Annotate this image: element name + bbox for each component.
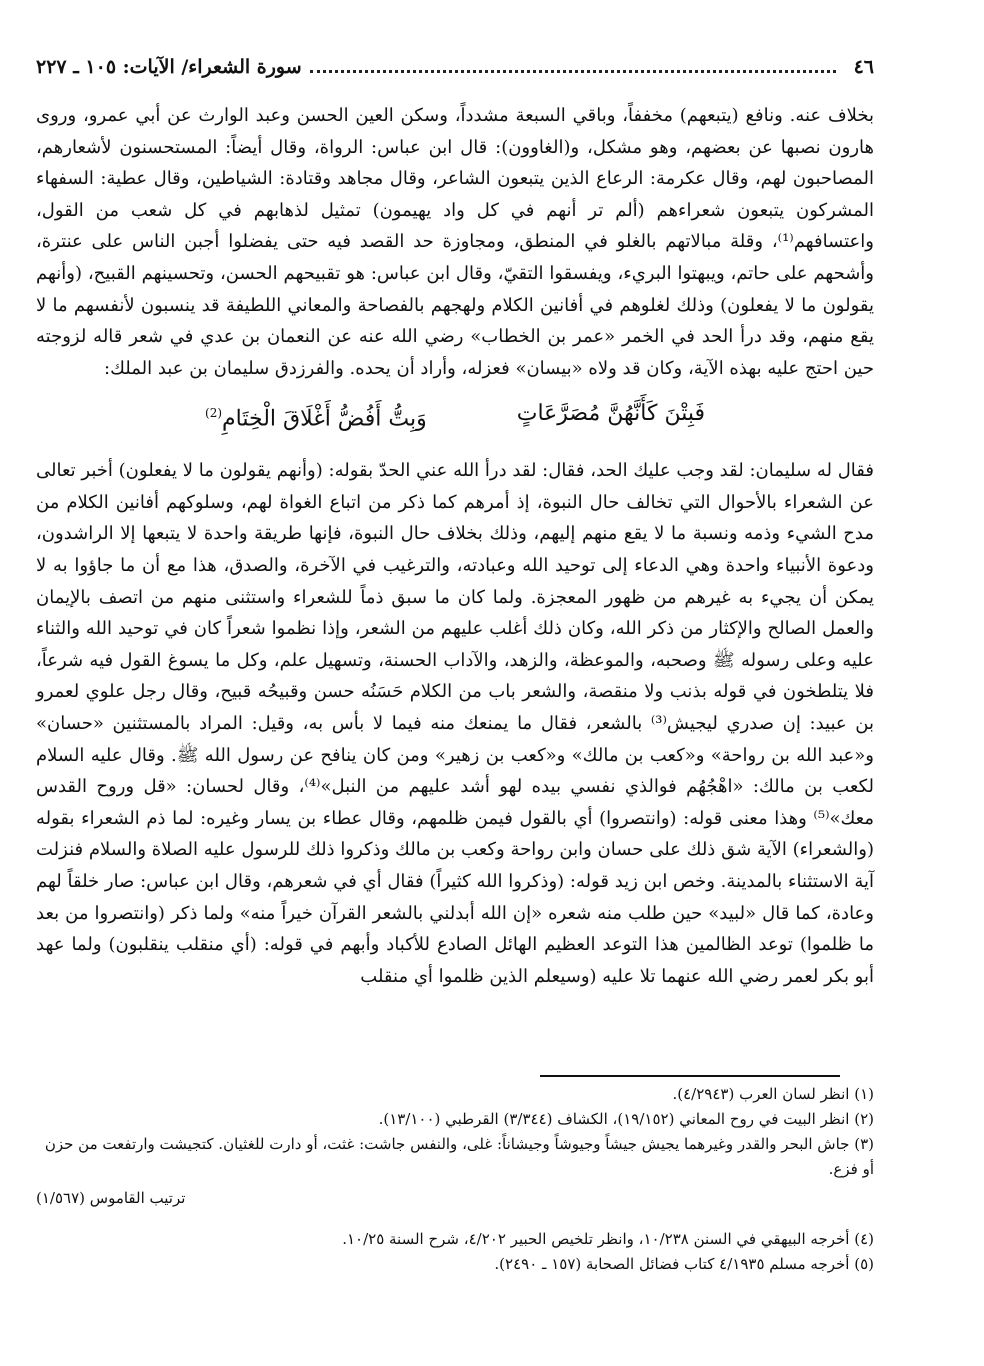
poem-verse xyxy=(36,398,874,435)
footnote-5: (٥) أخرجه مسلم ٤/١٩٣٥ كتاب فضائل الصحابة (١٥٧ ـ ٢٤٩٠). xyxy=(494,1255,874,1273)
main-text xyxy=(36,100,874,992)
footnote-2: (٢) انظر البيت في روح المعاني (١٩/١٥٢)، الكشاف (٣/٣٤٤) القرطبي (١٣/١٠٠). xyxy=(378,1110,874,1128)
poem-second-text: وَبِتُّ أَفُضُّ أَغْلَاقَ الْخِتَامِ xyxy=(222,406,427,432)
footnote-separator xyxy=(540,1075,840,1077)
footnote-4: (٤) أخرجه البيهقي في السنن ١٠/٢٣٨، وانظر تلخيص الحبير ٤/٢٠٢، شرح السنة ١٠/٢٥. xyxy=(342,1230,874,1248)
paragraph-2: فقال له سليمان: لقد وجب عليك الحد، فقال: لقد درأ الله عني الحدّ بقوله: (وأنهم يقولون ما لا يفعلون) أخبر تعالى عن الشعراء بالأحوال التي تخالف حال النبوة، إذ أمرهم كما ذكر من اتباع الغواة لهم، وسلوكهم أفانين الكلام من مدح الشيء وذمه ونسبة ما لا يقع منهم إليهم، وذلك بخلاف حال النبوة، فإنها طريقة واحدة لا يتبعها إلا الراشدون، ودعوة الأنبياء واحدة وهي الدعاء إلى توحيد الله وعبادته، والترغيب في الآخرة، والصدق، هذا مع أن ما جاؤوا به لا يمكن أن يجيء به غيرهم من ظهور المعجزة. ولما كان ما سبق ذماً للشعراء واستثنى منهم من اتصف بالإيمان والعمل الصالح والإكثار من ذكر الله، وكان ذلك أغلب عليهم من الشعر، وإذا نظموا شعراً كان في توحيد الله والثناء عليه وعلى رسوله ﷺ وصحبه، والموعظة، والزهد، والآداب الحسنة، وتسهيل علم، وكل ما يسوغ القول فيه شرعاً، فلا يتلطخون في قوله بذنب ولا منقصة، والشعر باب من الكلام حَسَنُه حسن وقبيحُه قبيح، وقال رجل علوي لعمرو بن عبيد: إن صدري ليجيش⁽³⁾ بالشعر، فقال ما يمنعك منه فيما لا بأس به، وقيل: المراد بالمستثنين «حسان» و«عبد الله بن رواحة» و«كعب بن مالك» و«كعب بن زهير» ومن كان ينافح عن رسول الله ﷺ. وقال عليه السلام لكعب بن مالك: «اهْجُهُم فوالذي نفسي بيده لهو أشد عليهم من النبل»⁽⁴⁾، وقال لحسان: «قل وروح القدس معك»⁽⁵⁾ وهذا معنى قوله: (وانتصروا) أي بالقول فيمن ظلمهم، وقال عطاء بن يسار وغيره: لما ذم الشعراء بقوله (والشعراء) الآية شق ذلك على حسان وابن رواحة وكعب بن مالك وذكروا ذلك للرسول عليه الصلاة والسلام فنزلت آية الاستثناء بالمدينة. وخص ابن زيد قوله: (وذكروا الله كثيراً) فقال أي في شعرهم، وقال ابن عباس: صار خلقاً لهم وعادة، كما قال «لبيد» حين طلب منه شعره «إن الله أبدلني بالشعر القرآن خيراً منه» ولما ذكر (وانتصروا من بعد ما ظلموا) توعد الظالمين هذا التوعد العظيم الهائل الصادع للأكباد وأبهم في قوله: (أي منقلب ينقلبون) ولما عهد أبو بكر لعمر رضي الله عنهما تلا عليه (وسيعلم الذين ظلموا أي منقلب xyxy=(36,460,874,987)
footnote-3-source: ترتيب القاموس (١/٥٦٧) xyxy=(36,1189,186,1207)
paragraph-1: بخلاف عنه. ونافع (يتبعهم) مخففاً، وباقي السبعة مشدداً، وسكن العين الحسن وعبد الوارث عن أبي عمرو، وروى هارون نصبها عن بعضهم، وهو مشكل، و(الغاوون): قال ابن عباس: الرواة، وقال أيضاً: المستحسنون لأشعارهم، المصاحبون لهم، وقال عكرمة: الرعاع الذين يتبعون الشاعر، وقال مجاهد وقتادة: الشياطين، وقال عطية: السفهاء المشركون يتبعون شعراءهم (ألم تر أنهم في كل واد يهيمون) تمثيل لذهابهم في كل شعب من القول، واعتسافهم⁽¹⁾، وقلة مبالاتهم بالغلو في المنطق، ومجاوزة حد القصد فيه حتى يفضلوا أجبن الناس على عنترة، وأشحهم على حاتم، ويبهتوا البريء، ويفسقوا التقيّ، وقال ابن عباس: هو تقبيحهم الحسن، وتحسينهم القبيح، (وأنهم يقولون ما لا يفعلون) وذلك لغلوهم في أفانين الكلام ولهجهم بالفصاحة والمعاني اللطيفة قد ينسبون لأنفسهم ما لا يقع منهم، وقد درأ الحد في الخمر «عمر بن الخطاب» رضي الله عنه عن النعمان بن عدي في شعر قاله لزوجته حين احتج عليه بهذه الآية، وكان قد ولاه «بيسان» فعزله، وأراد أن يحده. والفرزدق سليمان بن عبد الملك: xyxy=(36,105,874,379)
poem-second-hemistich xyxy=(205,398,427,435)
footnote-3: (٣) جاش البحر والقدر وغيرهما يجيش جيشاً وجيوشاً وجيشاناً: غلى، والنفس جاشت: غثت، أو دارت للغثيان. كتجيشت وارتفعت من حزن أو فزع. xyxy=(44,1135,874,1178)
footnotes xyxy=(36,1082,874,1277)
footnote-1: (١) انظر لسان العرب (٤/٢٩٤٣). xyxy=(672,1085,874,1103)
poem-footnote-ref: (2) xyxy=(205,406,223,421)
header-title: سورة الشعراء/ الآيات: ١٠٥ ـ ٢٢٧ xyxy=(36,56,302,78)
header-dotted-leader xyxy=(310,69,836,73)
page-number: ٤٦ xyxy=(853,56,874,78)
poem-first-hemistich: فَبِتْنَ كَأَنَّهُنَّ مُصَرَّعَاتٍ xyxy=(516,401,705,427)
page-header xyxy=(36,56,874,79)
